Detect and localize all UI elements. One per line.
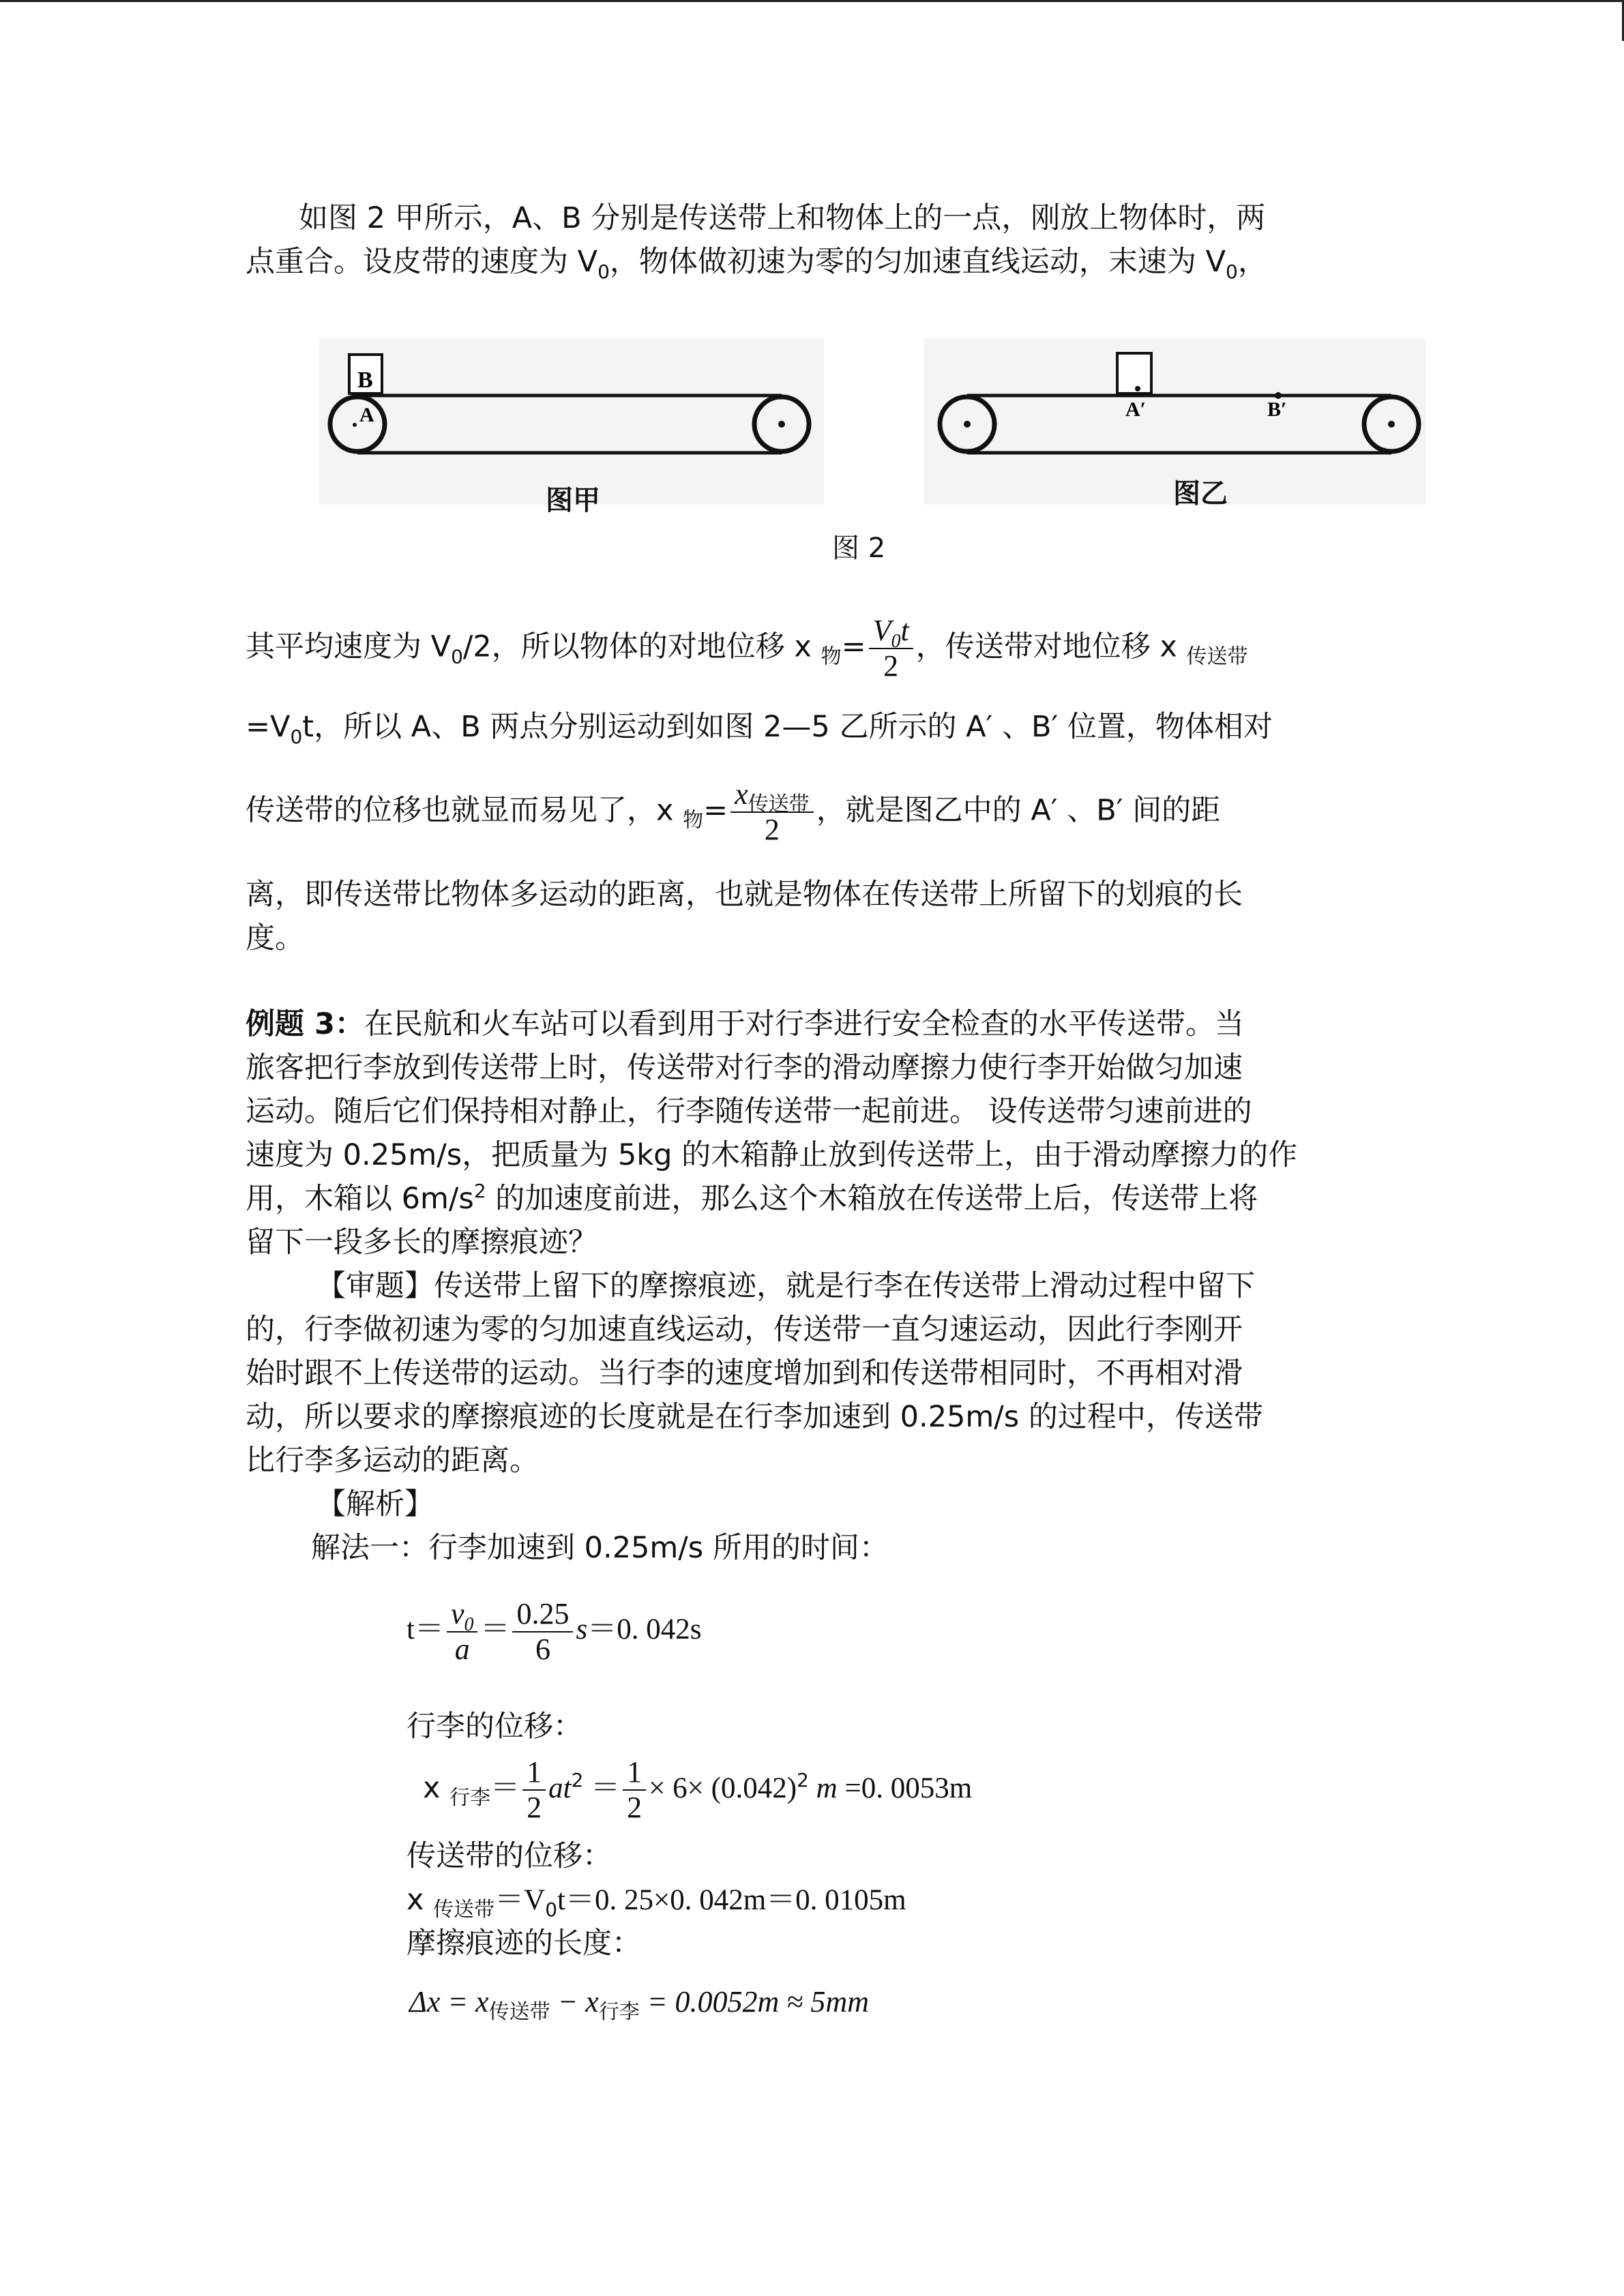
- label-b: B: [357, 368, 373, 393]
- caption-right: 图乙: [1173, 478, 1228, 509]
- belt-label: 传送带的位移：: [407, 1839, 612, 1873]
- example-line3: 运动。随后它们保持相对静止，行李随传送带一起前进。 设传送带匀速前进的: [246, 1094, 1252, 1129]
- example-title: 例题 3：: [246, 1007, 364, 1041]
- trace-label: 摩擦痕迹的长度：: [407, 1926, 641, 1960]
- para1-line1: 如图 2 甲所示，A、B 分别是传送带上和物体上的一点，刚放上物体时，两: [299, 201, 1266, 235]
- review-line5: 比行李多运动的距离。: [246, 1444, 539, 1478]
- para2-line1: 其平均速度为 $V_0/2$，所以物体的对地位移 x $_物$= $\frac{V_0t}{2}$ ，传送带对地位移 x $_{传送带}$: [246, 614, 1248, 683]
- label-a: A: [359, 404, 374, 426]
- label-a-prime: A′: [1125, 398, 1147, 421]
- label-b-prime: B′: [1267, 398, 1287, 421]
- para1-line2: 点重合。设皮带的速度为 $V_0$，物体做初速为零的匀加速直线运动，末速为 $V_0$，: [246, 245, 1267, 283]
- example-line6: 留下一段多长的摩擦痕迹？: [246, 1225, 597, 1259]
- example-line2: 旅客把行李放到传送带上时，传送带对行李的滑动摩擦力使行李开始做匀加速: [246, 1051, 1243, 1085]
- review-line2: 的，行李做初速为零的匀加速直线运动，传送带一直匀速运动，因此行李刚开: [246, 1313, 1243, 1347]
- caption-left: 图甲: [546, 485, 600, 516]
- formula-x: x $_{行李}$＝ $\frac{1}{2}$ $at^2$ ＝ $\frac{1}{2}$ × $6\times (0.042)^2$ m =0. 0053m: [423, 1755, 973, 1824]
- frac-v0t-over-2: $\frac{V_0t}{2}$: [869, 614, 913, 683]
- formula-t: t＝ $\frac{v_0}{a}$ ＝ $\frac{0.25}{6}$ s＝0. 042s: [407, 1597, 702, 1667]
- frac-x-belt-over-2: $\frac{x_{传送带}}{2}$: [730, 777, 814, 847]
- review-line4: 动，所以要求的摩擦痕迹的长度就是在行李加速到 0.25m/s 的过程中，传送带: [246, 1400, 1263, 1434]
- example-line5: 用，木箱以 $6m/s^2$ 的加速度前进，那么这个木箱放在传送带上后，传送带上将: [246, 1180, 1258, 1216]
- analysis-title: 【解析】: [316, 1487, 434, 1521]
- figure-caption: 图 2: [832, 533, 886, 564]
- example-line4: 速度为 0.25m/s，把质量为 5kg 的木箱静止放到传送带上，由于滑动摩擦力的作: [246, 1138, 1298, 1172]
- review-line1: 【审题】传送带上留下的摩擦痕迹，就是行李在传送带上滑动过程中留下: [316, 1269, 1255, 1303]
- analysis-method1: 解法一：行李加速到 0.25m/s 所用的时间：: [311, 1531, 889, 1565]
- review-line3: 始时跟不上传送带的运动。当行李的速度增加到和传送带相同时，不再相对滑: [246, 1356, 1243, 1390]
- disp-label: 行李的位移：: [407, 1710, 582, 1744]
- example-line1: 例题 3：在民航和火车站可以看到用于对行李进行安全检查的水平传送带。当: [246, 1007, 1244, 1041]
- page-top-border: [0, 0, 1624, 2]
- formula-dx: $\Delta x = x_{传送带} - x_{行李} = 0.0052m \approx 5mm$: [409, 1985, 869, 2023]
- para2-line3: 传送带的位移也就显而易见了，x $_物$= $\frac{x_{传送带}}{2}$ ，就是图乙中的 A′ 、B′ 间的距: [246, 777, 1221, 846]
- conveyor-figure: [0, 334, 1624, 539]
- para2-line2: $=V_0t$，所以 A、B 两点分别运动到如图 2—5 乙所示的 A′ 、B′ 位置，物体相对: [246, 710, 1273, 748]
- para2-line5: 度。: [246, 921, 304, 955]
- formula-belt: x $_{传送带}=V_0t=0$. 25×0. 042m＝0. 0105m: [407, 1883, 906, 1922]
- para2-line4: 离，即传送带比物体多运动的距离，也就是物体在传送带上所留下的划痕的长: [246, 878, 1243, 912]
